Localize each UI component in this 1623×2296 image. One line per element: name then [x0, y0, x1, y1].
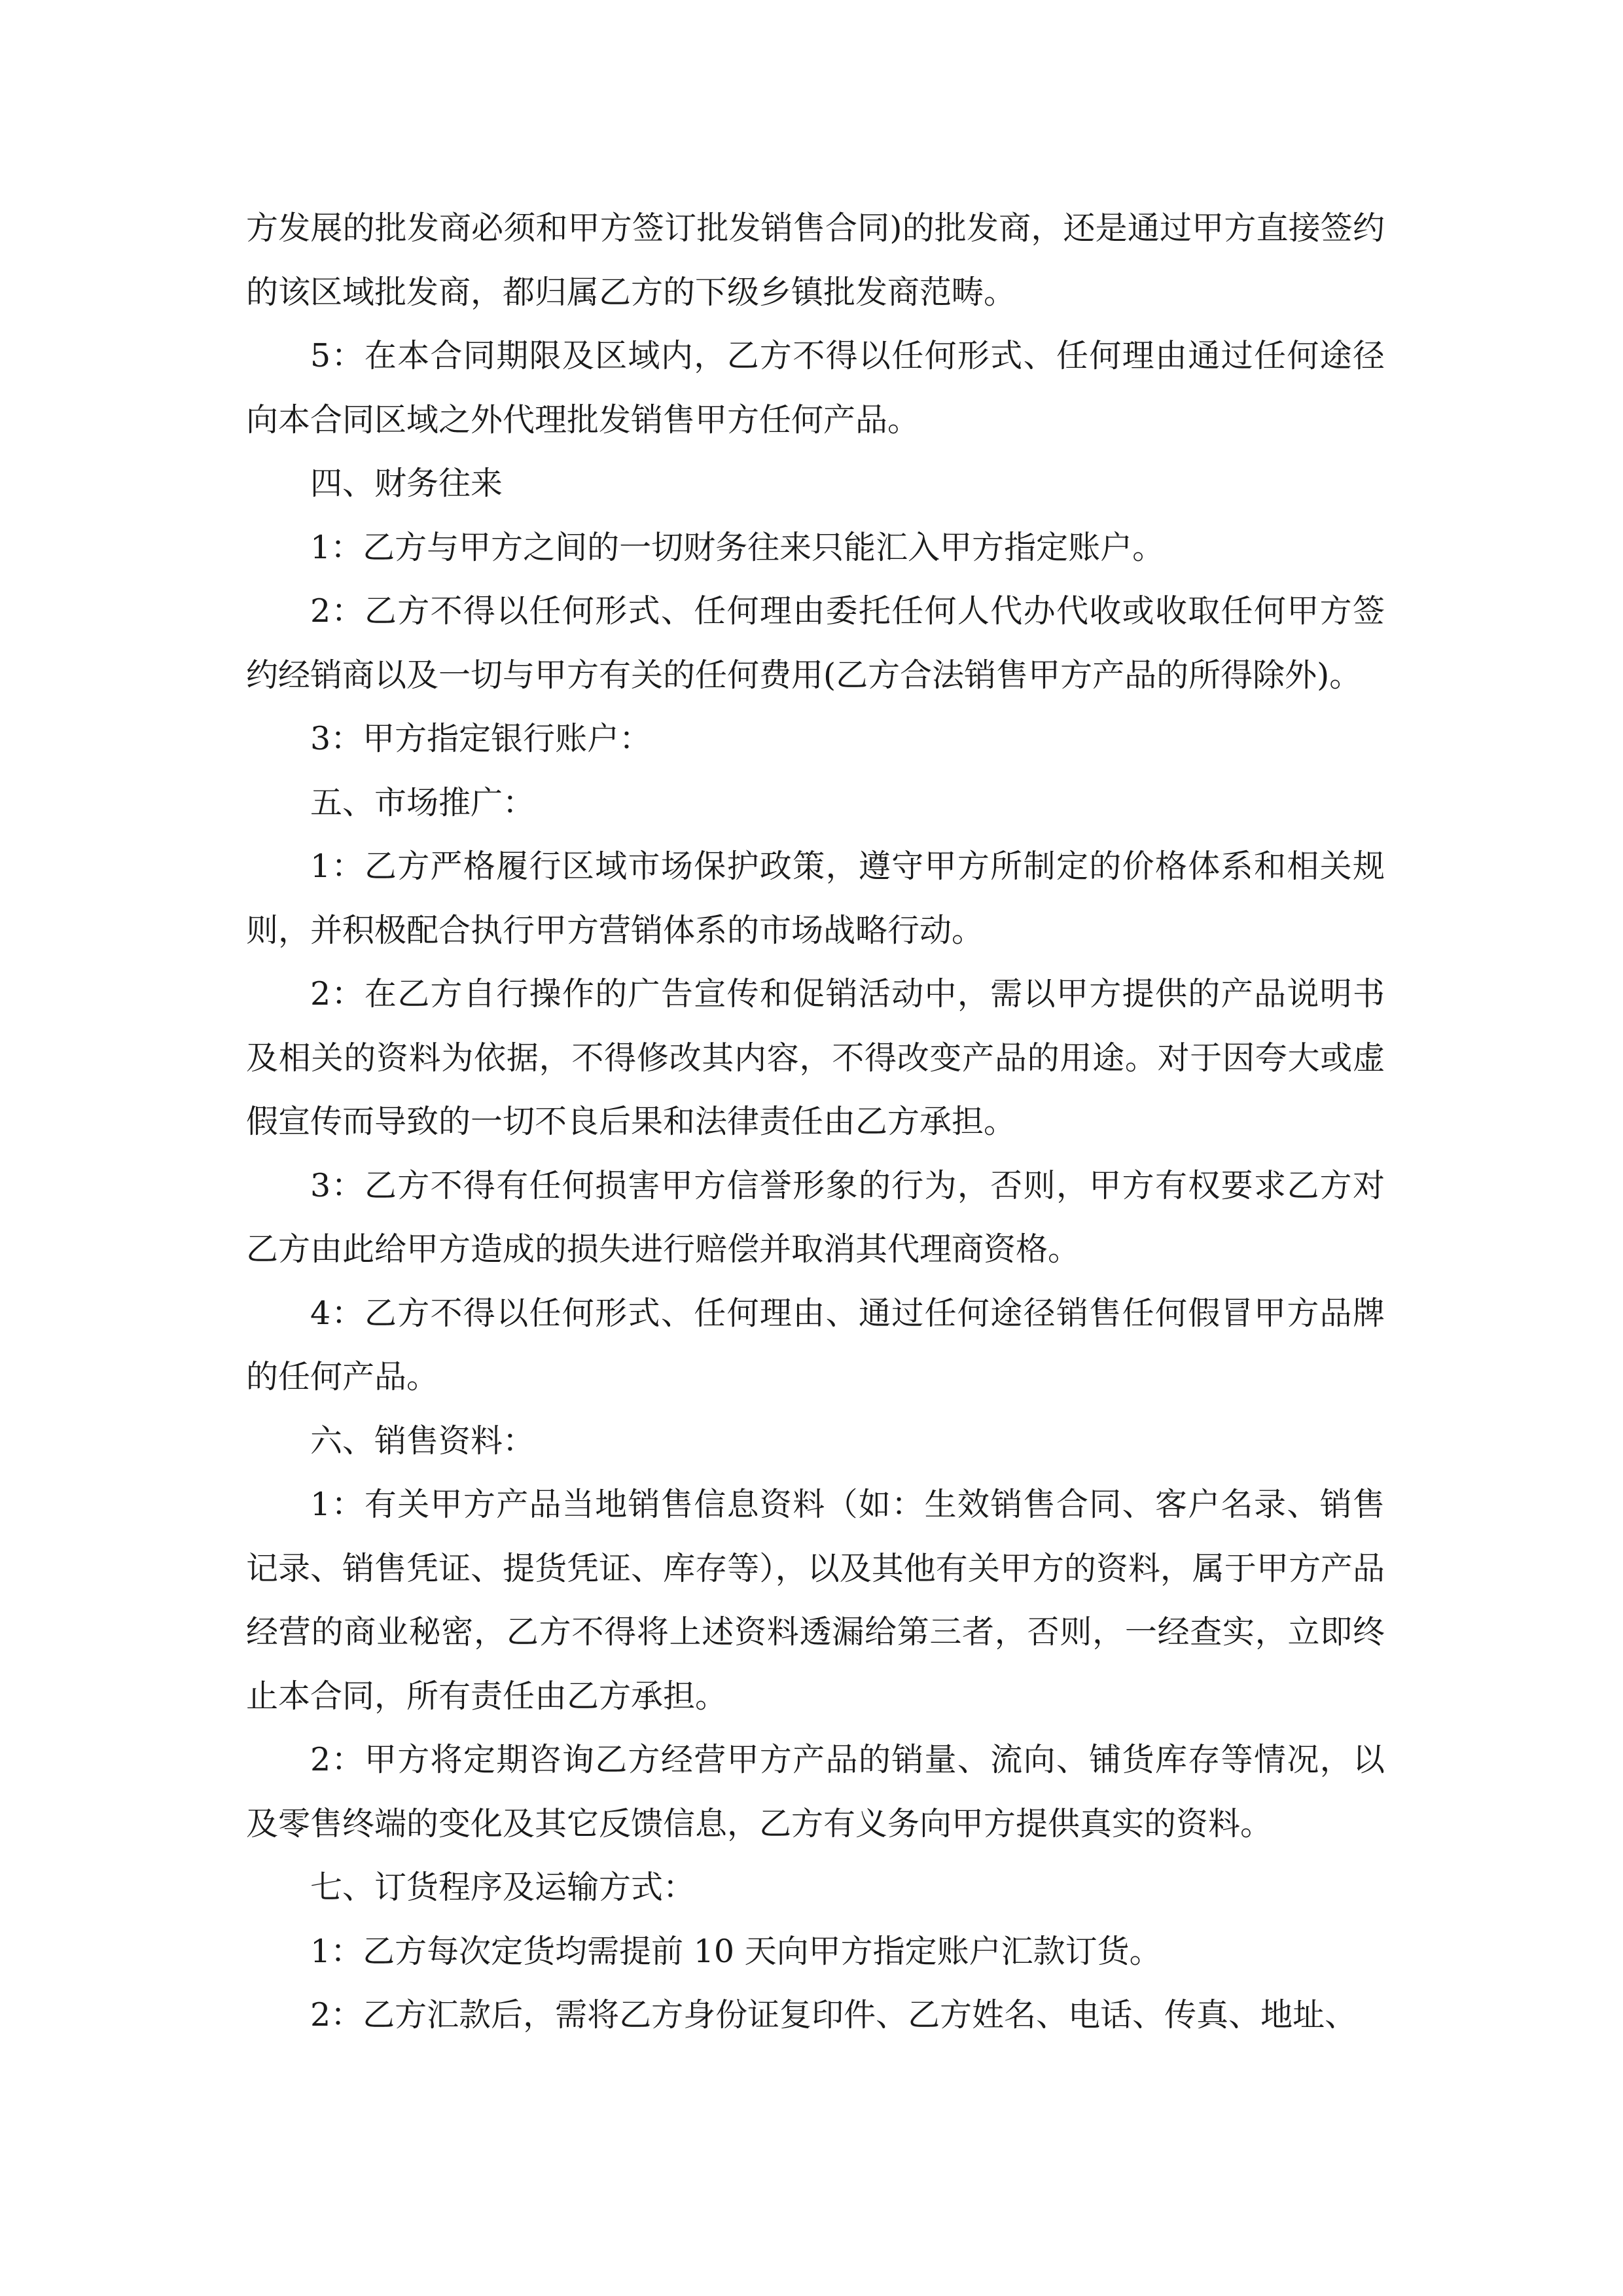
clause-4-3: 3：甲方指定银行账户：	[310, 720, 652, 757]
clause-3-5: 5：在本合同期限及区域内，乙方不得以任何形式、任何理由通过任何途径向本合同区域之外代理批发销售甲方任何产品。	[246, 337, 1385, 439]
clause-6-2: 2：甲方将定期咨询乙方经营甲方产品的销量、流向、铺货库存等情况，以及零售终端的变化及其它反馈信息，乙方有义务向甲方提供真实的资料。	[246, 1741, 1385, 1842]
clause-5-4: 4：乙方不得以任何形式、任何理由、通过任何途径销售任何假冒甲方品牌的任何产品。	[246, 1294, 1385, 1395]
clause-7-1: 1：乙方每次定货均需提前 10 天向甲方指定账户汇款订货。	[310, 1932, 1162, 1970]
clause-4-2: 2：乙方不得以任何形式、任何理由委托任何人代办代收或收取任何甲方签约经销商以及一切与甲方有关的任何费用(乙方合法销售甲方产品的所得除外)。	[246, 592, 1385, 694]
clause-5-1: 1：乙方严格履行区域市场保护政策，遵守甲方所制定的价格体系和相关规则，并积极配合执行甲方营销体系的市场战略行动。	[246, 848, 1385, 949]
clause-5-3: 3：乙方不得有任何损害甲方信誉形象的行为，否则，甲方有权要求乙方对乙方由此给甲方造成的损失进行赔偿并取消其代理商资格。	[246, 1166, 1385, 1268]
section-heading-marketing: 五、市场推广：	[310, 783, 535, 821]
section-heading-finance: 四、财务往来	[310, 465, 503, 502]
section-heading-ordering: 七、订货程序及运输方式：	[310, 1869, 696, 1906]
section-heading-sales-data: 六、销售资料：	[310, 1422, 535, 1460]
paragraph-continuation: 方发展的批发商必须和甲方签订批发销售合同)的批发商，还是通过甲方直接签约的该区域批发商，都归属乙方的下级乡镇批发商范畴。	[246, 209, 1385, 311]
clause-6-1: 1：有关甲方产品当地销售信息资料（如：生效销售合同、客户名录、销售记录、销售凭证、提货凭证、库存等），以及其他有关甲方的资料，属于甲方产品经营的商业秘密，乙方不得将上述资料透漏给第三者，否则，一经查实，立即终止本合同，所有责任由乙方承担。	[246, 1486, 1385, 1715]
clause-5-2: 2：在乙方自行操作的广告宣传和促销活动中，需以甲方提供的产品说明书及相关的资料为依据，不得修改其内容，不得改变产品的用途。对于因夸大或虚假宣传而导致的一切不良后果和法律责任由乙方承担。	[246, 975, 1385, 1140]
clause-4-1: 1：乙方与甲方之间的一切财务往来只能汇入甲方指定账户。	[310, 528, 1165, 566]
document-body	[246, 196, 1385, 2047]
clause-7-2: 2：乙方汇款后，需将乙方身份证复印件、乙方姓名、电话、传真、地址、	[310, 1996, 1357, 2034]
